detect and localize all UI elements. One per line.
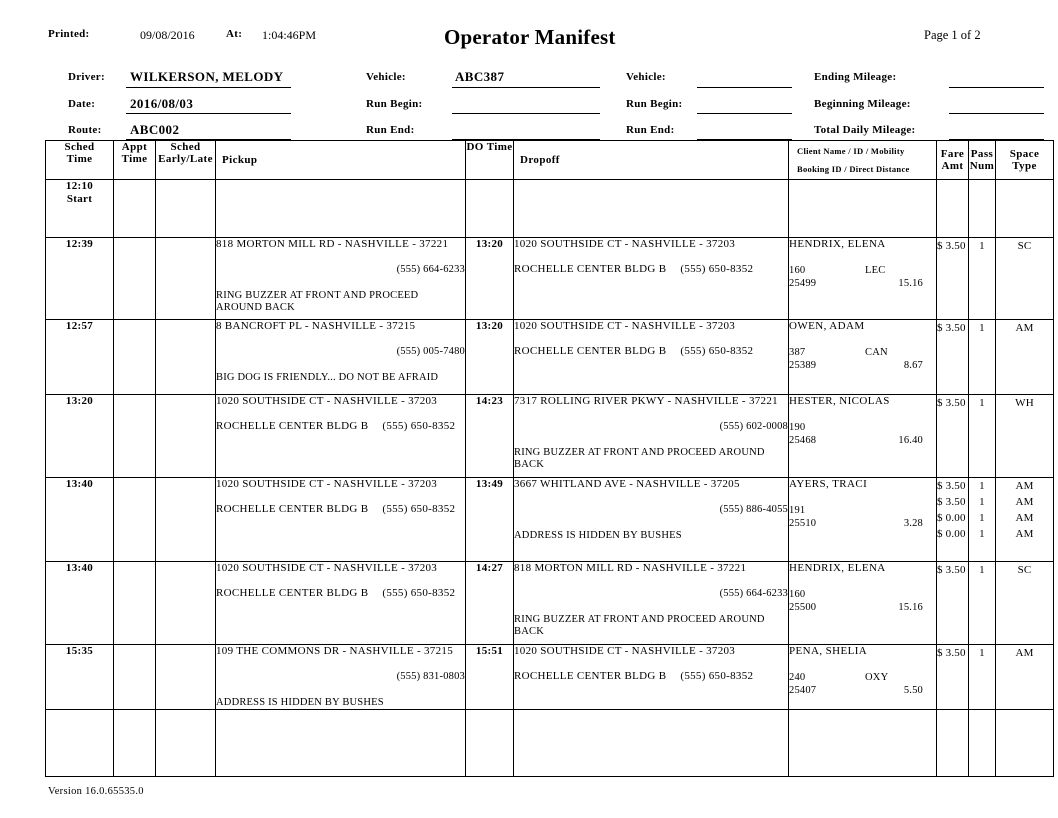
version-footer: Version 16.0.65535.0 xyxy=(48,786,144,797)
col-appt-time xyxy=(114,141,156,180)
pickup-sub-line xyxy=(216,587,465,600)
manifest-body xyxy=(46,180,1054,777)
col-appt-time-line1: Appt xyxy=(121,141,148,153)
col-pass-line1: Pass xyxy=(970,148,994,160)
fare-amount: $ 3.50 xyxy=(937,647,966,659)
col-pickup: Pickup xyxy=(216,141,466,180)
cell-pass-num xyxy=(969,645,996,710)
cell-pickup xyxy=(216,562,466,645)
vehicle-value: ABC387 xyxy=(455,69,505,84)
cell-sched-early-late xyxy=(156,320,216,395)
table-row[interactable] xyxy=(46,645,1054,710)
space-type: WH xyxy=(1015,397,1034,409)
col-sched-el-line2: Early/Late xyxy=(158,153,213,165)
space-type: AM xyxy=(1015,512,1034,524)
total-daily-mileage-label: Total Daily Mileage: xyxy=(814,124,916,136)
cell-fare-amt xyxy=(937,645,969,710)
pickup-sub-name: ROCHELLE CENTER BLDG B xyxy=(216,503,369,515)
cell-appt-time xyxy=(114,645,156,710)
cell-do-time xyxy=(466,180,514,238)
cell-space-type xyxy=(996,562,1054,645)
cell-space-type xyxy=(996,180,1054,238)
client-id: 190 xyxy=(789,422,806,433)
cell-appt-time xyxy=(114,320,156,395)
driver-rule xyxy=(126,87,291,88)
cell-sched-time xyxy=(46,395,114,478)
sched-time-label: Start xyxy=(66,193,93,205)
space-type: AM xyxy=(1015,528,1034,540)
cell-appt-time xyxy=(114,562,156,645)
direct-distance: 15.16 xyxy=(898,278,923,289)
cell-dropoff xyxy=(514,238,789,320)
cell-fare-amt xyxy=(937,238,969,320)
cell-pass-num xyxy=(969,320,996,395)
dropoff-sub-phone: (555) 650-8352 xyxy=(680,670,754,682)
booking-id: 25389 xyxy=(789,360,817,371)
booking-id: 25510 xyxy=(789,518,817,529)
fare-amount: $ 3.50 xyxy=(937,496,966,508)
cell-client xyxy=(789,562,937,645)
manifest-table xyxy=(45,140,1054,777)
pass-number: 1 xyxy=(979,480,985,492)
dropoff-address: 1020 SOUTHSIDE CT - NASHVILLE - 37203 xyxy=(514,645,736,657)
client-detail-grid xyxy=(789,671,936,697)
sched-time-value: 12:10 xyxy=(65,180,94,192)
cell-do-time: 13:20 xyxy=(466,320,514,395)
dropoff-block xyxy=(514,395,788,471)
table-header-row xyxy=(46,141,1054,180)
col-pass-num xyxy=(969,141,996,180)
fare-amount: $ 0.00 xyxy=(937,512,966,524)
booking-id: 25407 xyxy=(789,685,817,696)
client-mobility: OXY xyxy=(865,672,889,683)
pickup-note: RING BUZZER AT FRONT AND PROCEED AROUND BACK xyxy=(216,290,419,313)
dropoff-sub-name: ROCHELLE CENTER BLDG B xyxy=(514,263,667,275)
client-detail-grid xyxy=(789,588,936,614)
cell-do-time: 14:27 xyxy=(466,562,514,645)
client-id-mobility-row xyxy=(789,671,936,684)
sched-time-value: 12:57 xyxy=(65,320,94,332)
cell-sched-early-late xyxy=(156,238,216,320)
col-sched-time-line1: Sched xyxy=(64,141,95,153)
cell-sched-early-late xyxy=(156,562,216,645)
date-rule xyxy=(126,113,291,114)
cell-sched-time xyxy=(46,645,114,710)
cell-appt-time xyxy=(114,238,156,320)
cell-pass-num xyxy=(969,710,996,777)
cell-client xyxy=(789,238,937,320)
dropoff-note: ADDRESS IS HIDDEN BY BUSHES xyxy=(514,530,682,541)
cell-pickup xyxy=(216,395,466,478)
cell-do-time xyxy=(466,710,514,777)
cell-dropoff xyxy=(514,395,789,478)
dropoff-sub-phone: (555) 650-8352 xyxy=(680,263,754,275)
pickup-sub-phone: (555) 650-8352 xyxy=(382,503,456,515)
booking-distance-row xyxy=(789,359,936,372)
pickup-block xyxy=(216,238,465,314)
sched-time-value: 13:20 xyxy=(65,395,94,407)
dropoff-address: 818 MORTON MILL RD - NASHVILLE - 37221 xyxy=(514,562,747,574)
sched-time-value: 13:40 xyxy=(65,478,94,490)
sched-time-value: 15:35 xyxy=(65,645,94,657)
pickup-sub-phone: (555) 650-8352 xyxy=(382,420,456,432)
dropoff-address: 1020 SOUTHSIDE CT - NASHVILLE - 37203 xyxy=(514,320,736,332)
cell-fare-amt xyxy=(937,395,969,478)
dropoff-block xyxy=(514,320,788,358)
fare-amount: $ 3.50 xyxy=(937,480,966,492)
pickup-sub-phone: (555) 650-8352 xyxy=(382,587,456,599)
client-name: HESTER, NICOLAS xyxy=(789,395,890,407)
col-client-line1: Client Name / ID / Mobility xyxy=(797,146,905,156)
cell-dropoff xyxy=(514,320,789,395)
cell-sched-early-late xyxy=(156,478,216,562)
client-id: 240 xyxy=(789,672,806,683)
direct-distance: 16.40 xyxy=(898,435,923,446)
dropoff-sub-line xyxy=(514,345,788,358)
client-detail-grid xyxy=(789,346,936,372)
cell-appt-time xyxy=(114,180,156,238)
client-id-mobility-row xyxy=(789,346,936,359)
cell-client xyxy=(789,478,937,562)
pass-number: 1 xyxy=(979,512,985,524)
client-name: HENDRIX, ELENA xyxy=(789,238,886,250)
table-row[interactable] xyxy=(46,320,1054,395)
client-mobility: LEC xyxy=(865,265,886,276)
route-label: Route: xyxy=(68,124,102,136)
cell-do-time: 13:20 xyxy=(466,238,514,320)
space-type: AM xyxy=(1015,496,1034,508)
cell-sched-early-late xyxy=(156,710,216,777)
pass-number: 1 xyxy=(979,240,985,252)
direct-distance: 5.50 xyxy=(903,685,923,696)
dropoff-address: 1020 SOUTHSIDE CT - NASHVILLE - 37203 xyxy=(514,238,736,250)
client-detail-grid xyxy=(789,264,936,290)
pass-number: 1 xyxy=(979,496,985,508)
col-space-type xyxy=(996,141,1054,180)
dropoff-sub-name: ROCHELLE CENTER BLDG B xyxy=(514,670,667,682)
at-label: At: xyxy=(226,28,243,40)
dropoff-block xyxy=(514,645,788,683)
booking-distance-row xyxy=(789,684,936,697)
pass-number: 1 xyxy=(979,397,985,409)
cell-space-type xyxy=(996,645,1054,710)
vehicle-label: Vehicle: xyxy=(366,71,406,83)
client-name: HENDRIX, ELENA xyxy=(789,562,886,574)
cell-do-time: 14:23 xyxy=(466,395,514,478)
dropoff-sub-name: ROCHELLE CENTER BLDG B xyxy=(514,345,667,357)
run-end-label: Run End: xyxy=(366,124,415,136)
client-id: 387 xyxy=(789,347,806,358)
sched-time-value: 12:39 xyxy=(65,238,94,250)
printed-label: Printed: xyxy=(48,28,90,40)
cell-do-time: 13:49 xyxy=(466,478,514,562)
booking-distance-row xyxy=(789,277,936,290)
pass-number: 1 xyxy=(979,322,985,334)
dropoff-note: RING BUZZER AT FRONT AND PROCEED AROUND BACK xyxy=(514,614,765,637)
dropoff-address: 3667 WHITLAND AVE - NASHVILLE - 37205 xyxy=(514,478,740,490)
cell-appt-time xyxy=(114,710,156,777)
cell-space-type xyxy=(996,395,1054,478)
col-dropoff: Dropoff xyxy=(514,141,789,180)
cell-space-type xyxy=(996,238,1054,320)
booking-id: 25468 xyxy=(789,435,817,446)
pass-number: 1 xyxy=(979,564,985,576)
cell-dropoff xyxy=(514,478,789,562)
printed-date: 09/08/2016 xyxy=(140,28,195,42)
col-do-time: DO Time xyxy=(466,141,514,180)
col-sched-time xyxy=(46,141,114,180)
pickup-sub-name: ROCHELLE CENTER BLDG B xyxy=(216,587,369,599)
booking-distance-row xyxy=(789,517,936,530)
printed-time: 1:04:46PM xyxy=(262,28,317,42)
pickup-note: BIG DOG IS FRIENDLY... DO NOT BE AFRAID xyxy=(216,372,439,383)
dropoff-block xyxy=(514,478,788,542)
cell-sched-time xyxy=(46,180,114,238)
fare-amount: $ 3.50 xyxy=(937,397,966,409)
table-row[interactable] xyxy=(46,562,1054,645)
cell-dropoff xyxy=(514,180,789,238)
cell-appt-time xyxy=(114,395,156,478)
table-row[interactable] xyxy=(46,238,1054,320)
client-detail-grid xyxy=(789,421,936,447)
page-indicator: Page 1 of 2 xyxy=(924,28,981,42)
pickup-block xyxy=(216,478,465,516)
pickup-address: 109 THE COMMONS DR - NASHVILLE - 37215 xyxy=(216,645,454,657)
dropoff-phone: (555) 886-4055 xyxy=(719,504,788,515)
cell-fare-amt xyxy=(937,180,969,238)
cell-client xyxy=(789,710,937,777)
cell-appt-time xyxy=(114,478,156,562)
pickup-block xyxy=(216,645,465,709)
col-space-line1: Space xyxy=(1009,148,1040,160)
cell-pickup xyxy=(216,645,466,710)
table-row[interactable] xyxy=(46,395,1054,478)
fare-amount: $ 3.50 xyxy=(937,564,966,576)
pickup-address: 8 BANCROFT PL - NASHVILLE - 37215 xyxy=(216,320,416,332)
client-id-mobility-row xyxy=(789,504,936,517)
pass-number: 1 xyxy=(979,528,985,540)
space-type: AM xyxy=(1015,647,1034,659)
col-appt-time-line2: Time xyxy=(121,153,148,165)
cell-client xyxy=(789,645,937,710)
pickup-sub-name: ROCHELLE CENTER BLDG B xyxy=(216,420,369,432)
booking-distance-row xyxy=(789,434,936,447)
cell-client xyxy=(789,395,937,478)
cell-pass-num xyxy=(969,238,996,320)
fare-amount: $ 3.50 xyxy=(937,240,966,252)
direct-distance: 3.28 xyxy=(903,518,923,529)
cell-sched-early-late xyxy=(156,395,216,478)
ending-mileage-rule xyxy=(949,87,1044,88)
col-fare-amt xyxy=(937,141,969,180)
cell-space-type xyxy=(996,478,1054,562)
dropoff-address: 7317 ROLLING RIVER PKWY - NASHVILLE - 37221 xyxy=(514,395,778,407)
col-sched-early-late xyxy=(156,141,216,180)
dropoff-note: RING BUZZER AT FRONT AND PROCEED AROUND BACK xyxy=(514,447,765,470)
dropoff-block xyxy=(514,562,788,638)
client-name: AYERS, TRACI xyxy=(789,478,868,490)
table-row[interactable] xyxy=(46,710,1054,777)
run-begin2-rule xyxy=(697,113,792,114)
driver-value: WILKERSON, MELODY xyxy=(130,69,284,84)
page-title: Operator Manifest xyxy=(444,25,616,49)
cell-pass-num xyxy=(969,395,996,478)
col-sched-el-line1: Sched xyxy=(170,141,201,153)
table-row[interactable] xyxy=(46,478,1054,562)
driver-label: Driver: xyxy=(68,71,105,83)
space-type: SC xyxy=(1017,240,1032,252)
pickup-address: 1020 SOUTHSIDE CT - NASHVILLE - 37203 xyxy=(216,478,438,490)
ending-mileage-label: Ending Mileage: xyxy=(814,71,897,83)
cell-pass-num xyxy=(969,180,996,238)
cell-fare-amt xyxy=(937,562,969,645)
cell-sched-time xyxy=(46,562,114,645)
cell-dropoff xyxy=(514,645,789,710)
fare-amount: $ 3.50 xyxy=(937,322,966,334)
cell-sched-time xyxy=(46,710,114,777)
cell-sched-time xyxy=(46,238,114,320)
col-client xyxy=(789,141,937,180)
dropoff-sub-line xyxy=(514,670,788,683)
pickup-phone: (555) 664-6233 xyxy=(396,264,465,275)
cell-fare-amt xyxy=(937,710,969,777)
cell-pickup xyxy=(216,478,466,562)
cell-pickup xyxy=(216,320,466,395)
col-client-line2: Booking ID / Direct Distance xyxy=(797,164,910,174)
pickup-note: ADDRESS IS HIDDEN BY BUSHES xyxy=(216,697,384,708)
cell-dropoff xyxy=(514,562,789,645)
date-value: 2016/08/03 xyxy=(130,96,194,111)
col-fare-line1: Fare xyxy=(940,148,965,160)
pickup-phone: (555) 005-7480 xyxy=(396,346,465,357)
vehicle-rule xyxy=(452,87,600,88)
client-detail-grid xyxy=(789,504,936,530)
direct-distance: 8.67 xyxy=(903,360,923,371)
vehicle2-label: Vehicle: xyxy=(626,71,666,83)
client-id: 160 xyxy=(789,589,806,600)
pickup-address: 1020 SOUTHSIDE CT - NASHVILLE - 37203 xyxy=(216,562,438,574)
pickup-phone: (555) 831-0803 xyxy=(396,671,465,682)
booking-id: 25500 xyxy=(789,602,817,613)
cell-client xyxy=(789,320,937,395)
route-value: ABC002 xyxy=(130,122,180,137)
col-space-line2: Type xyxy=(1012,160,1037,172)
client-id: 191 xyxy=(789,505,806,516)
col-fare-line2: Amt xyxy=(941,160,964,172)
vehicle2-rule xyxy=(697,87,792,88)
cell-pickup xyxy=(216,710,466,777)
col-sched-time-line2: Time xyxy=(66,153,93,165)
space-type: SC xyxy=(1017,564,1032,576)
pass-number: 1 xyxy=(979,647,985,659)
dropoff-phone: (555) 664-6233 xyxy=(719,588,788,599)
run-begin2-label: Run Begin: xyxy=(626,98,683,110)
booking-distance-row xyxy=(789,601,936,614)
cell-space-type xyxy=(996,320,1054,395)
pickup-sub-line xyxy=(216,420,465,433)
sched-time-value: 13:40 xyxy=(65,562,94,574)
run-begin-rule xyxy=(452,113,600,114)
dropoff-phone: (555) 602-0008 xyxy=(719,421,788,432)
pickup-block xyxy=(216,320,465,384)
cell-space-type xyxy=(996,710,1054,777)
client-name: OWEN, ADAM xyxy=(789,320,865,332)
space-type: AM xyxy=(1015,322,1034,334)
client-mobility: CAN xyxy=(865,347,888,358)
cell-pass-num xyxy=(969,478,996,562)
direct-distance: 15.16 xyxy=(898,602,923,613)
dropoff-block xyxy=(514,238,788,276)
cell-fare-amt xyxy=(937,320,969,395)
cell-sched-time xyxy=(46,320,114,395)
cell-sched-early-late xyxy=(156,180,216,238)
client-id-mobility-row xyxy=(789,264,936,277)
client-id: 160 xyxy=(789,265,806,276)
pickup-address: 818 MORTON MILL RD - NASHVILLE - 37221 xyxy=(216,238,449,250)
dropoff-sub-phone: (555) 650-8352 xyxy=(680,345,754,357)
client-id-mobility-row xyxy=(789,588,936,601)
cell-fare-amt xyxy=(937,478,969,562)
cell-do-time: 15:51 xyxy=(466,645,514,710)
cell-pickup xyxy=(216,238,466,320)
pickup-block xyxy=(216,395,465,433)
cell-client xyxy=(789,180,937,238)
dropoff-sub-line xyxy=(514,263,788,276)
run-begin-label: Run Begin: xyxy=(366,98,423,110)
beginning-mileage-label: Beginning Mileage: xyxy=(814,98,911,110)
col-pass-line2: Num xyxy=(969,160,995,172)
cell-dropoff xyxy=(514,710,789,777)
beginning-mileage-rule xyxy=(949,113,1044,114)
booking-id: 25499 xyxy=(789,278,817,289)
run-end2-label: Run End: xyxy=(626,124,675,136)
client-name: PENA, SHELIA xyxy=(789,645,868,657)
pickup-block xyxy=(216,562,465,600)
fare-amount: $ 0.00 xyxy=(937,528,966,540)
client-id-mobility-row xyxy=(789,421,936,434)
pickup-address: 1020 SOUTHSIDE CT - NASHVILLE - 37203 xyxy=(216,395,438,407)
space-type: AM xyxy=(1015,480,1034,492)
pickup-sub-line xyxy=(216,503,465,516)
cell-pickup xyxy=(216,180,466,238)
cell-sched-early-late xyxy=(156,645,216,710)
date-label: Date: xyxy=(68,98,96,110)
table-row[interactable] xyxy=(46,180,1054,238)
cell-sched-time xyxy=(46,478,114,562)
cell-pass-num xyxy=(969,562,996,645)
